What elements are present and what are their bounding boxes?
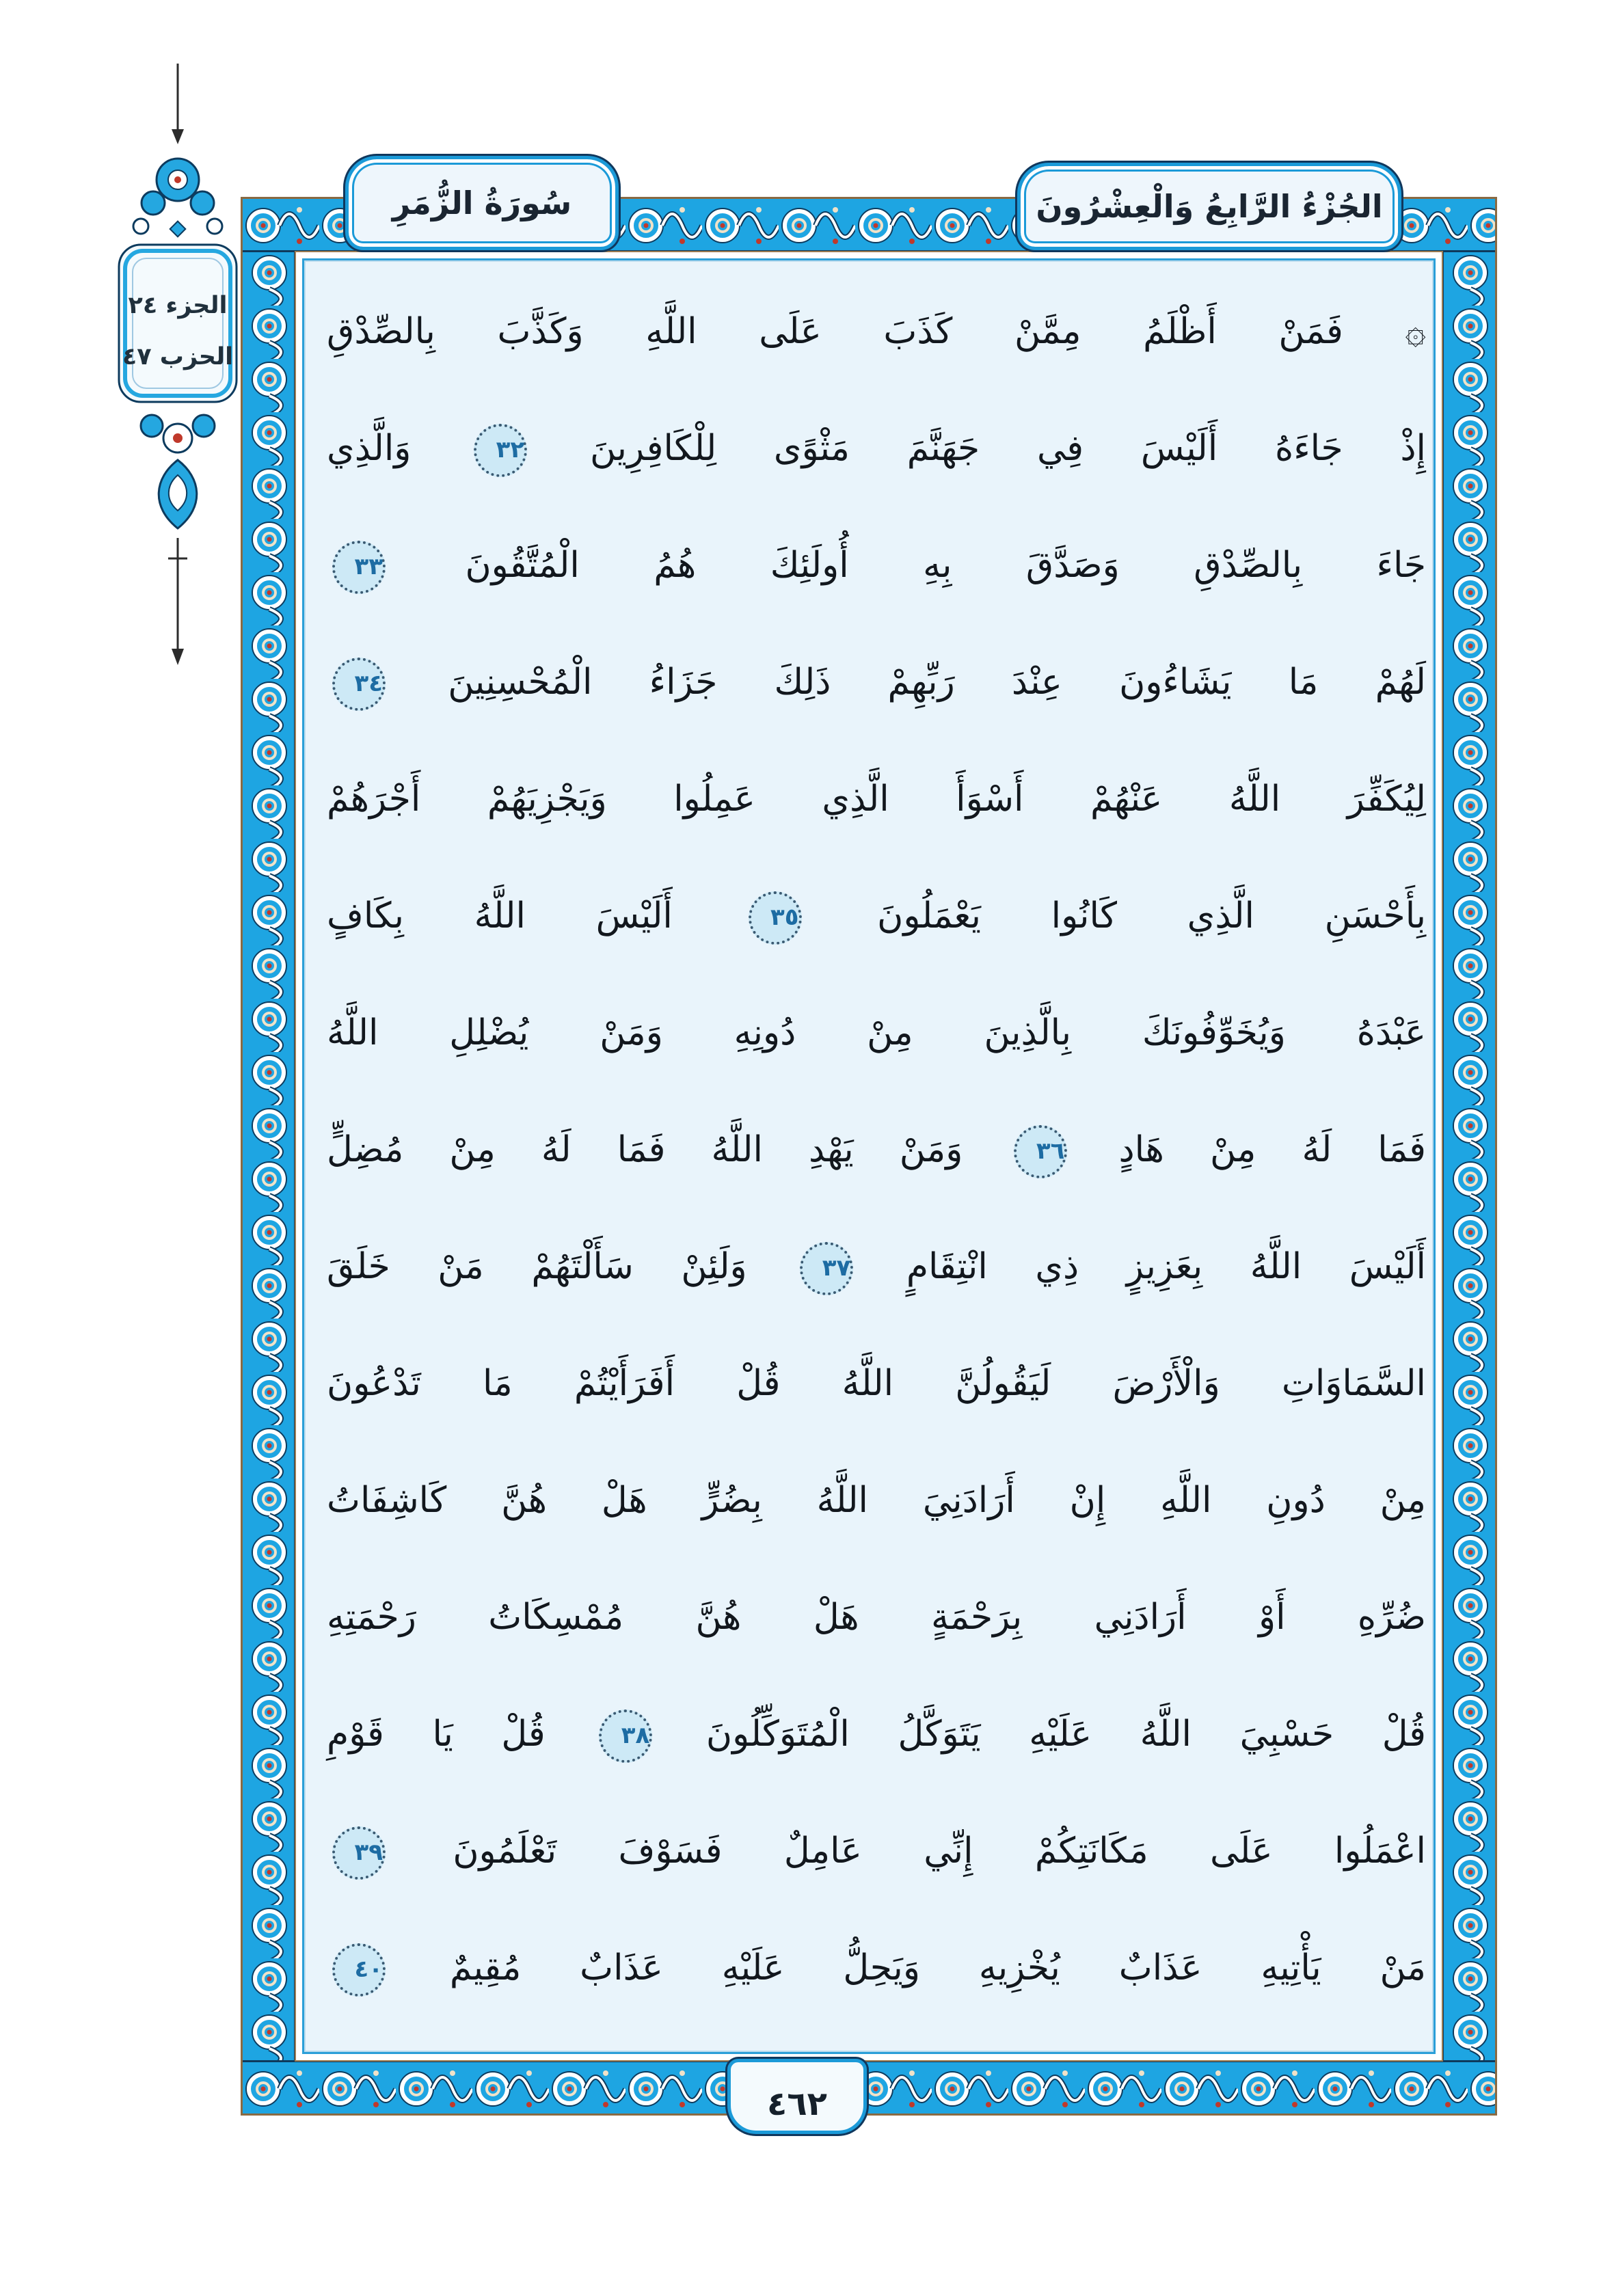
quran-text-segment: السَّمَاوَاتِ وَالْأَرْضَ لَيَقُولُنَّ اللَّهُ قُلْ أَفَرَأَيْتُمْ مَا تَدْعُونَ — [327, 1363, 1426, 1404]
hizb-number-label: الحزب ٤٧ — [122, 343, 234, 370]
border-band-right — [1442, 199, 1495, 2113]
quran-line — [327, 1676, 1426, 1793]
quran-line — [327, 624, 1426, 741]
medallion-crown-ornament — [133, 159, 222, 237]
ayah-end-marker: ٣٣ — [332, 541, 386, 594]
quran-line — [327, 1092, 1426, 1208]
quran-line — [327, 1442, 1426, 1559]
quran-text-segment: اعْمَلُوا عَلَى مَكَانَتِكُمْ إِنِّي عَامِلٌ فَسَوْفَ تَعْلَمُونَ — [453, 1831, 1426, 1872]
ayah-end-marker: ٣٩ — [332, 1826, 386, 1880]
quran-line — [327, 390, 1426, 507]
quran-text-segment: عَبْدَهُ وَيُخَوِّفُونَكَ بِالَّذِينَ مِنْ دُونِهِ وَمَنْ يُضْلِلِ اللَّهُ — [327, 1012, 1426, 1053]
quran-line — [327, 507, 1426, 624]
page-number-label: ٤٦٢ — [767, 2085, 827, 2124]
quran-text-segment: أَلَيْسَ اللَّهُ بِكَافٍ — [327, 895, 673, 936]
quran-line — [327, 741, 1426, 858]
quran-text-segment: أَلَيْسَ اللَّهُ بِعَزِيزٍ ذِي انْتِقَامٍ — [906, 1246, 1426, 1287]
quran-text-segment: وَالَّذِي — [327, 428, 412, 469]
quran-text-segment: قُلْ يَا قَوْمِ — [327, 1714, 546, 1755]
quran-line — [327, 1208, 1426, 1325]
top-arrow-icon — [172, 64, 184, 144]
quran-line — [327, 1325, 1426, 1442]
quran-text-segment: مَنْ يَأْتِيهِ عَذَابٌ يُخْزِيهِ وَيَحِلُّ عَلَيْهِ عَذَابٌ مُقِيمٌ — [449, 1947, 1426, 1988]
quran-text-segment: وَمَنْ يَهْدِ اللَّهُ فَمَا لَهُ مِنْ مُضِلٍّ — [327, 1129, 963, 1170]
quran-text-segment: بِأَحْسَنِ الَّذِي كَانُوا يَعْمَلُونَ — [877, 895, 1427, 936]
quran-text-segment: ضُرِّهِ أَوْ أَرَادَنِي بِرَحْمَةٍ هَلْ هُنَّ مُمْسِكَاتُ رَحْمَتِهِ — [327, 1597, 1426, 1638]
quran-text-segment: لَهُمْ مَا يَشَاءُونَ عِنْدَ رَبِّهِمْ ذَلِكَ جَزَاءُ الْمُحْسِنِينَ — [448, 662, 1426, 703]
quran-line — [327, 273, 1426, 390]
quran-line — [327, 975, 1426, 1092]
ayah-end-marker: ٣٢ — [474, 424, 527, 477]
ayah-end-marker: ٣٧ — [800, 1242, 853, 1295]
bottom-arrow-icon — [168, 538, 187, 665]
quran-text-segment: مِنْ دُونِ اللَّهِ إِنْ أَرَادَنِيَ اللَّهُ بِضُرٍّ هَلْ هُنَّ كَاشِفَاتُ — [327, 1480, 1426, 1521]
quran-line — [327, 1793, 1426, 1910]
juz-name-label: الجُزْءُ الرَّابِعُ وَالْعِشْرُونَ — [1036, 188, 1383, 225]
ayah-end-marker: ٣٤ — [332, 658, 386, 711]
quran-text-segment: قُلْ حَسْبِيَ اللَّهُ عَلَيْهِ يَتَوَكَّلُ الْمُتَوَكِّلُونَ — [705, 1714, 1427, 1755]
juz-name-tab — [1017, 163, 1401, 250]
quran-text-segment: إِذْ جَاءَهُ أَلَيْسَ فِي جَهَنَّمَ مَثْوًى لِلْكَافِرِينَ — [589, 428, 1427, 469]
medallion-base-ornament — [141, 415, 215, 528]
surah-name-label: سُورَةُ الزُّمَرِ — [392, 185, 572, 221]
quran-line — [327, 858, 1426, 975]
ayah-end-marker: ٤٠ — [332, 1943, 386, 1997]
ayah-end-marker: ٣٨ — [599, 1710, 652, 1763]
quran-line — [327, 1910, 1426, 2027]
juz-hizb-medallion — [101, 51, 254, 694]
page-number-tab — [727, 2059, 867, 2134]
quran-text-area — [327, 273, 1426, 2027]
quran-text-segment: لِيُكَفِّرَ اللَّهُ عَنْهُمْ أَسْوَأَ الَّذِي عَمِلُوا وَيَجْزِيَهُمْ أَجْرَهُمْ — [327, 779, 1426, 820]
quran-line — [327, 1559, 1426, 1676]
border-band-bottom — [243, 2060, 1495, 2113]
quran-text-segment: فَمَا لَهُ مِنْ هَادٍ — [1118, 1129, 1427, 1170]
quran-text-segment: جَاءَ بِالصِّدْقِ وَصَدَّقَ بِهِ أُولَئِكَ هُمُ الْمُتَّقُونَ — [465, 545, 1426, 586]
quran-text-segment: ۞ فَمَنْ أَظْلَمُ مِمَّنْ كَذَبَ عَلَى اللَّهِ وَكَذَّبَ بِالصِّدْقِ — [327, 311, 1426, 352]
ayah-end-marker: ٣٦ — [1014, 1125, 1067, 1178]
ayah-end-marker: ٣٥ — [749, 891, 802, 945]
surah-name-tab — [345, 156, 619, 250]
juz-number-label: الجزء ٢٤ — [128, 292, 228, 319]
medallion-cartouche — [119, 245, 237, 402]
quran-text-segment: وَلَئِنْ سَأَلْتَهُمْ مَنْ خَلَقَ — [327, 1246, 747, 1287]
